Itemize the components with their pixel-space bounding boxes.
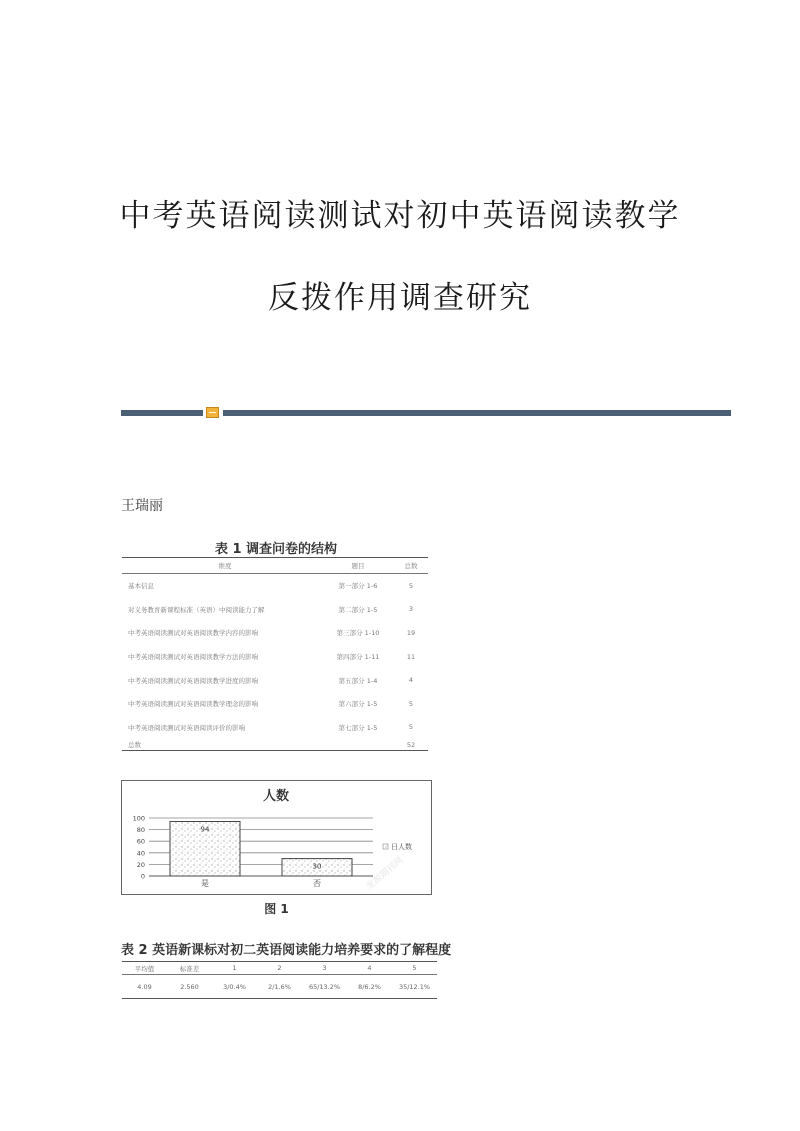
bar-value-label: 94 — [200, 825, 210, 834]
table-row — [122, 645, 428, 669]
table1-cell: 中考英语阅读测试对英语阅读评价的影响 — [128, 723, 245, 732]
bar-value-label: 30 — [312, 862, 322, 871]
table-row — [122, 574, 428, 598]
table1-cell: 5 — [408, 581, 414, 590]
legend-label: 日人数 — [391, 843, 412, 851]
table1-cell: 11 — [406, 652, 416, 661]
table2-header-cell: 3 — [322, 964, 327, 972]
table-row — [122, 975, 437, 998]
table1-cell: 4 — [408, 676, 414, 685]
table1-cell: 中考英语阅读测试对英语阅读教学方法的影响 — [128, 653, 258, 662]
table2-caption: 表 2 英语新课标对初二英语阅读能力培养要求的了解程度 — [121, 943, 452, 958]
table1-header-items: 题目 — [351, 562, 365, 570]
table2-cell: 4.09 — [137, 982, 152, 991]
table2-cell: 8/6.2% — [358, 982, 381, 991]
table1-cell: 第三部分 1-10 — [336, 629, 380, 638]
table2-header-cell: 标准差 — [179, 964, 200, 973]
y-tick-label: 40 — [136, 849, 145, 858]
table2-cell: 3/0.4% — [223, 982, 246, 991]
table-row — [122, 598, 428, 622]
table2-header-row — [122, 962, 437, 975]
chart-title: 人数 — [262, 789, 290, 804]
table2-header-cell: 4 — [367, 964, 372, 972]
table1-header-row — [122, 558, 428, 574]
table1-total-row — [122, 739, 428, 750]
table2-cell: 65/13.2% — [308, 982, 341, 991]
x-tick-label: 是 — [201, 879, 209, 888]
book-icon — [206, 407, 219, 418]
table1-cell: 第四部分 1-11 — [336, 653, 380, 662]
figure1-caption: 图 1 — [264, 902, 289, 916]
table2 — [122, 961, 437, 999]
author-name: 王瑞丽 — [121, 498, 163, 514]
legend-swatch — [383, 844, 388, 849]
document-title-line-1: 中考英语阅读测试对初中英语阅读教学 — [119, 198, 681, 234]
table-row — [122, 668, 428, 692]
table2-header-cell: 5 — [412, 964, 417, 972]
table-row — [122, 692, 428, 716]
table1-cell: 基本信息 — [128, 582, 154, 591]
table2-header-cell: 平均值 — [134, 964, 155, 973]
table1-cell: 3 — [408, 605, 414, 614]
table1-cell: 第一部分 1-6 — [338, 582, 378, 591]
table2-cell: 2.560 — [180, 982, 199, 991]
table1-cell: 5 — [408, 699, 414, 708]
table2-header-cell: 1 — [232, 964, 237, 972]
title-divider-left — [121, 410, 203, 416]
bar-chart — [121, 780, 432, 898]
table-row — [122, 716, 428, 740]
table1-cell: 中考英语阅读测试对英语阅读教学内容的影响 — [128, 629, 258, 638]
y-tick-label: 80 — [136, 826, 145, 835]
title-divider-right — [223, 410, 731, 416]
table1-cell: 5 — [408, 723, 414, 732]
table1-cell: 中考英语阅读测试对英语阅读教学理念的影响 — [128, 700, 258, 709]
table1-cell: 总数 — [128, 741, 141, 750]
y-tick-label: 100 — [132, 814, 145, 823]
table1-cell: 52 — [406, 740, 416, 749]
y-tick-label: 20 — [136, 860, 145, 869]
table1-cell: 第六部分 1-5 — [338, 700, 378, 709]
table1 — [122, 557, 428, 751]
table1-cell: 中考英语阅读测试对英语阅读教学进度的影响 — [128, 676, 258, 685]
table1-caption: 表 1 调查问卷的结构 — [214, 542, 338, 557]
x-tick-label: 否 — [313, 879, 321, 888]
table1-cell: 第五部分 1-4 — [338, 676, 378, 685]
table1-cell: 第七部分 1-5 — [338, 723, 378, 732]
table1-cell: 对义务教育新课程标准（英语）中阅读能力了解 — [128, 605, 265, 614]
table1-header-dimension: 维度 — [218, 562, 232, 570]
table2-header-cell: 2 — [277, 964, 282, 972]
document-title-line-2: 反拨作用调查研究 — [268, 280, 532, 316]
y-tick-label: 0 — [140, 872, 145, 881]
table1-header-total: 总数 — [404, 562, 418, 570]
table2-cell: 35/12.1% — [398, 982, 431, 991]
table2-cell: 2/1.6% — [268, 982, 291, 991]
y-tick-label: 60 — [136, 837, 145, 846]
table1-cell: 19 — [406, 628, 416, 637]
table-row — [122, 621, 428, 645]
chart-watermark: 龙源期刊网 — [364, 855, 406, 893]
table1-cell: 第二部分 1-5 — [338, 605, 378, 614]
